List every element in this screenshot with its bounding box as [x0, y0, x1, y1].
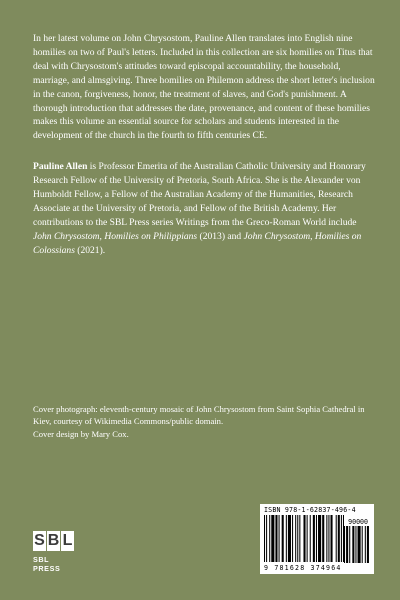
isbn-number: ISBN 978-1-62837-496-4 — [264, 506, 356, 514]
cover-credits — [33, 403, 373, 440]
author-name: Pauline Allen — [33, 161, 88, 173]
barcode-digits: 9 781628 374964 — [264, 564, 342, 572]
author-bio-text-mid: (2013) and — [197, 230, 244, 242]
logo-letter-b: B — [47, 532, 60, 549]
book-title-colossians: John Chrysostom, Homilies on Colossians — [33, 230, 362, 256]
author-bio-text-end: (2021). — [74, 244, 106, 256]
sbl-press-logo — [33, 531, 75, 575]
author-bio — [33, 160, 377, 257]
logo-letter-l: L — [62, 532, 73, 549]
logo-name: SBL PRESS — [33, 555, 61, 573]
ean-barcode-bars — [264, 515, 344, 562]
logo-letter-s: S — [34, 532, 45, 549]
book-description: In her latest volume on John Chrysostom, Pauline Allen translates into English nine homilies on two of Paul's letters. Included in this collection are six homilies on Titus that deal with Chrysostom's attitudes toward episcopal accountability, the household, marriage, and almsgiving. Three homilies on Philemon address the short letter's inclusion in the canon, forgiveness, honor, the treatment of slaves, and God's punishment. A thorough introduction that addresses the date, provenance, and content of these homilies makes this volume an essential source for scholars and students interested in the development of the church in the fourth to fifth centuries CE. — [33, 33, 375, 142]
author-bio-text: is Professor Emerita of the Australian Catholic University and Honorary Research Fellow of the University of Pretoria, South Africa. She is the Alexander von Humboldt Fellow, a Fellow of the Australian Academy of the Humanities, Research Associate at the University of Pretoria, and Fellow of the British Academy. Her contributions to the SBL Press series Writings from the Greco-Roman World include — [33, 161, 366, 228]
cover-photo-credit: Cover photograph: eleventh-century mosaic of John Chrysostom from Saint Sophia Cathedral in Kiev, courtesy of Wikimedia Commons/public domain. — [33, 404, 365, 427]
cover-design-credit: Cover design by Mary Cox. — [33, 428, 129, 439]
back-cover-blurb — [33, 32, 377, 275]
book-title-philippians: John Chrysostom, Homilies on Philippians — [33, 230, 198, 242]
price-code: 90000 — [348, 518, 368, 526]
addon-barcode-bars — [344, 526, 370, 563]
logo-mark — [33, 531, 75, 551]
isbn-barcode — [260, 504, 374, 574]
